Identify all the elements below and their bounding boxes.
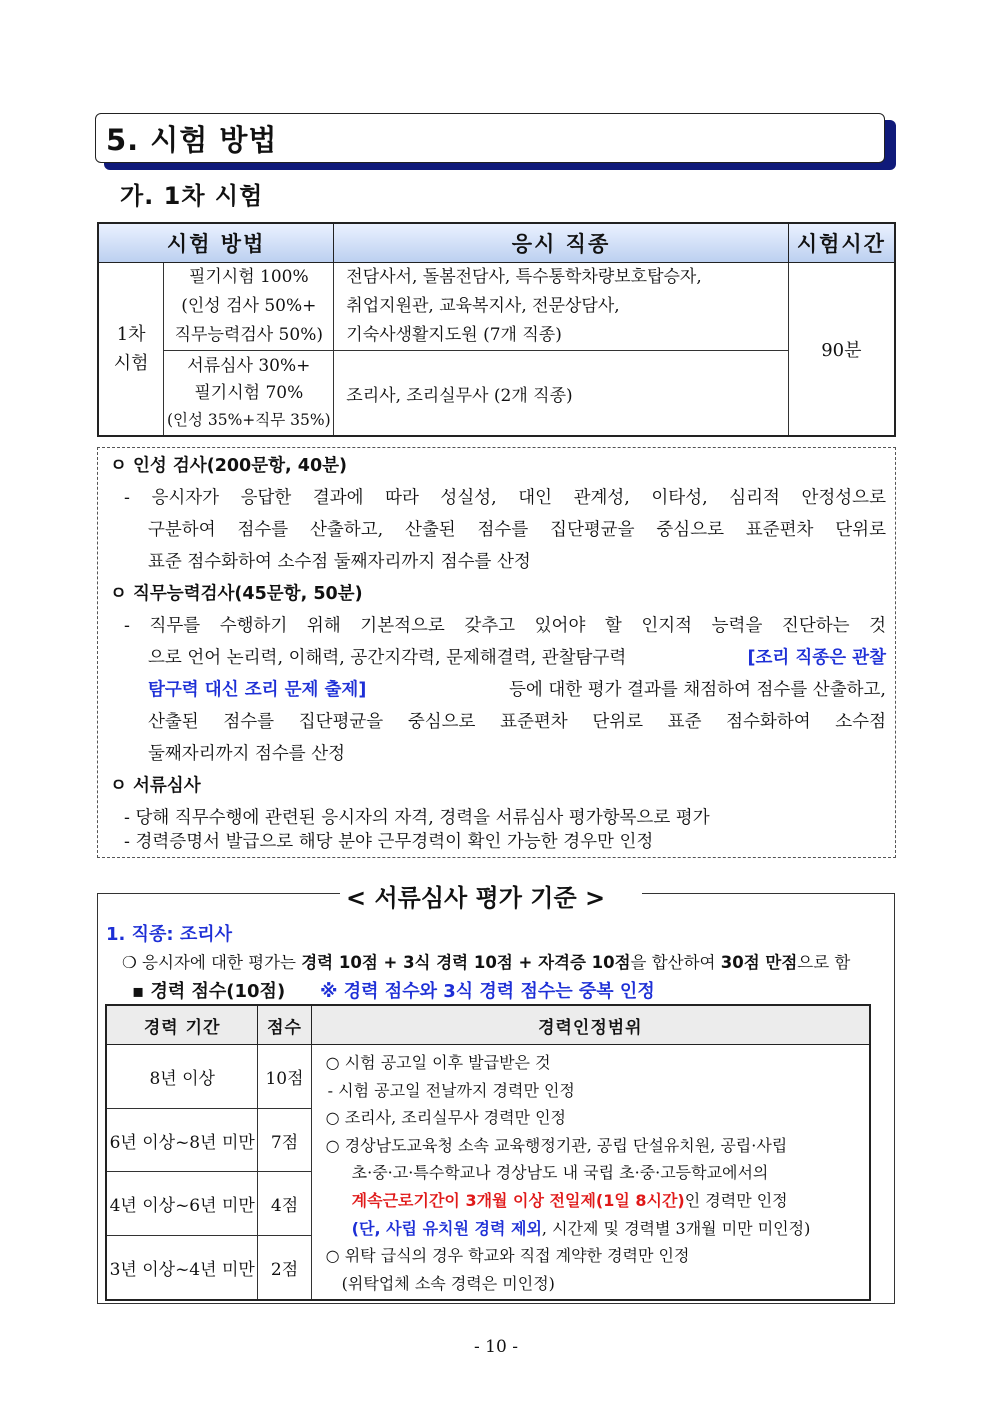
method-line: (인성 검사 50%+: [181, 296, 317, 316]
jobs-line: 전담사서, 돌봄전담사, 특수통학차량보호탑승자,: [346, 267, 702, 287]
note-heading: ㅇ 직무능력검사(45문항, 50분): [110, 584, 363, 604]
note-highlight: [조리 직종은 관찰: [747, 648, 886, 668]
method-line: 필기시험 70%: [194, 382, 304, 403]
range-text: , 시간제 및 경력별 3개월 미만 미인정): [541, 1218, 811, 1238]
criteria-title: < 서류심사 평가 기준 >: [340, 878, 611, 913]
range-text: 인 경력만 인정: [684, 1190, 788, 1210]
note-text: - 경력증명서 발급으로 해당 분야 근무경력이 확인 가능한 경우만 인정: [124, 832, 654, 852]
note-text: [148, 674, 886, 706]
period-cell: 6년 이상~8년 미만: [106, 1109, 258, 1172]
method-cell: [164, 263, 334, 351]
range-line: ○ 조리사, 조리실무사 경력만 인정: [325, 1108, 566, 1128]
stage-cell: [98, 263, 164, 437]
score-cell: 4점: [258, 1172, 311, 1236]
career-note: ※ 경력 점수와 3식 경력 점수는 중복 인정: [320, 981, 655, 1002]
subsection-title: 가. 1차 시험: [120, 182, 264, 210]
range-line: (위탁업체 소속 경력은 미인정): [341, 1273, 555, 1293]
header-method: 시험 방법: [98, 223, 334, 263]
period-cell: 8년 이상: [106, 1045, 258, 1109]
header-range: 경력인정범위: [311, 1005, 870, 1045]
summary-part: 을 합산하여: [630, 953, 721, 972]
range-line: - 시험 공고일 전날까지 경력만 인정: [327, 1080, 575, 1100]
note-heading: ㅇ 서류심사: [110, 776, 201, 796]
period-cell: 4년 이상~6년 미만: [106, 1172, 258, 1236]
header-period: 경력 기간: [106, 1005, 258, 1045]
method-line: (인성 35%+직무 35%): [166, 410, 331, 429]
score-cell: 2점: [258, 1236, 311, 1301]
method-line: 서류심사 30%+: [187, 355, 311, 376]
method-cell: [164, 351, 334, 437]
note-text-part: 으로 언어 논리력, 이해력, 공간지각력, 문제해결력, 관찰탐구력: [148, 648, 627, 668]
period-cell: 3년 이상~4년 미만: [106, 1236, 258, 1301]
score-cell: 7점: [258, 1109, 311, 1172]
jobs-line: 기숙사생활지도원 (7개 직종): [346, 325, 562, 345]
score-cell: 10점: [258, 1045, 311, 1109]
note-text: 표준 점수화하여 소수점 둘째자리까지 점수를 산정: [148, 552, 531, 572]
stage-line: 시험: [113, 353, 149, 374]
note-highlight: 탐구력 대신 조리 문제 출제]: [148, 680, 367, 700]
range-line: 초·중·고·특수학교나 경상남도 내 국립 초·중·고등학교에서의: [351, 1163, 769, 1183]
range-highlight: (단, 사립 유치원 경력 제외: [351, 1218, 542, 1238]
range-cell: [311, 1045, 870, 1301]
page-number: - 10 -: [474, 1337, 518, 1357]
criteria-top-border-left: [97, 893, 347, 894]
jobs-line: 취업지원관, 교육복지사, 전문상담사,: [346, 296, 620, 316]
summary-part: ❍ 응시자에 대한 평가는: [122, 953, 302, 972]
range-line: [352, 1187, 863, 1215]
section-title: 5. 시험 방법: [106, 123, 278, 157]
jobs-cell: 조리사, 조리실무사 (2개 직종): [334, 351, 788, 437]
career-score-table: [105, 1004, 871, 1301]
range-line: [352, 1215, 863, 1243]
criteria-summary: [122, 949, 850, 973]
range-line: ○ 위탁 급식의 경우 학교와 직접 계약한 경력만 인정: [325, 1246, 690, 1266]
stage-line: 1차: [116, 324, 146, 345]
range-highlight: 계속근로기간이: [351, 1190, 466, 1210]
summary-part: 으로 함: [797, 953, 851, 972]
range-line: ○ 경상남도교육청 소속 교육행정기관, 공립 단설유치원, 공립·사립: [325, 1135, 788, 1155]
note-text-part: 등에 대한 평가 결과를 채점하여 점수를 산출하고,: [508, 680, 886, 700]
header-score: 점수: [258, 1005, 311, 1045]
method-line: 직무능력검사 50%): [174, 325, 323, 345]
jobs-cell: [334, 263, 788, 351]
note-heading: ㅇ 인성 검사(200문항, 40분): [110, 456, 348, 476]
header-jobs: 응시 직종: [334, 223, 788, 263]
note-text: - 당해 직무수행에 관련된 응시자의 자격, 경력을 서류심사 평가항목으로 평가: [124, 808, 710, 828]
note-text: - 직무를 수행하기 위해 기본적으로 갖추고 있어야 할 인지적 능력을 진단하는 것: [124, 616, 886, 636]
note-text: 산출된 점수를 집단평균을 중심으로 표준편차 단위로 표준 점수화하여 소수점: [148, 712, 886, 732]
exam-method-table: [97, 222, 896, 437]
method-line: 필기시험 100%: [188, 267, 309, 287]
notes-box: [97, 447, 896, 858]
criteria-top-border-right: [642, 893, 895, 894]
range-line: ○ 시험 공고일 이후 발급받은 것: [325, 1053, 551, 1072]
header-time: 시험시간: [788, 223, 895, 263]
note-text: [148, 642, 886, 674]
note-text: - 응시자가 응답한 결과에 따라 성실성, 대인 관계성, 이타성, 심리적 안정성으로: [124, 488, 886, 508]
time-cell: 90분: [788, 263, 895, 437]
note-text: 구분하여 점수를 산출하고, 산출된 점수를 집단평균을 중심으로 표준편차 단위로: [148, 520, 886, 540]
summary-bold: 경력 10점 + 3식 경력 10점 + 자격증 10점: [301, 953, 631, 972]
career-heading: ▪ 경력 점수(10점): [132, 981, 286, 1002]
range-highlight: 3개월 이상 전일제(1일 8시간): [465, 1190, 685, 1210]
job-heading: 1. 직종: 조리사: [106, 924, 233, 945]
summary-bold: 30점 만점: [720, 953, 798, 972]
note-text: 둘째자리까지 점수를 산정: [148, 744, 346, 764]
